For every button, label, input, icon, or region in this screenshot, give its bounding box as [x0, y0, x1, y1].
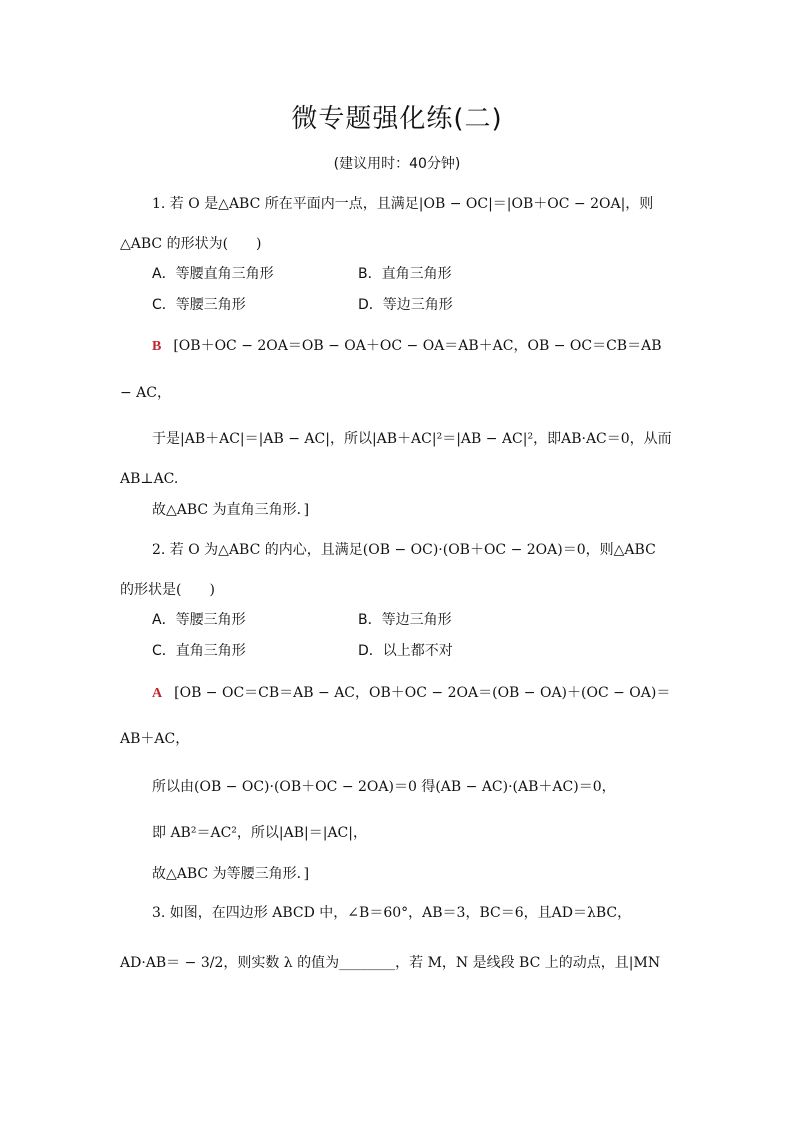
q2-option-c: C．直角三角形 — [152, 643, 246, 659]
q1-solution-line2: − AC， — [120, 385, 172, 401]
page-title: 微专题强化练(二) — [291, 104, 503, 134]
q2-solution-line3: 所以由(OB − OC)·(OB＋OC − 2OA)＝0 得(AB − AC)·(AB＋AC)＝0， — [152, 779, 616, 795]
q1-answer-letter: B — [152, 339, 162, 354]
q2-solution-text1: [OB − OC＝CB＝AB − AC，OB＋OC − 2OA＝(OB − OA)＋(OC − OA)＝ — [174, 685, 671, 701]
q2-solution-line2: AB＋AC， — [120, 731, 190, 747]
q1-stem-line2: △ABC 的形状为( ) — [120, 236, 262, 252]
q1-solution-text1: [OB＋OC − 2OA＝OB − OA＋OC − OA＝AB＋AC，OB − OC＝CB＝AB — [173, 338, 662, 354]
q2-solution-line5: 故△ABC 为等腰三角形．] — [152, 866, 310, 882]
q1-option-b: B．直角三角形 — [358, 266, 452, 282]
q1-solution-line5: 故△ABC 为直角三角形．] — [152, 502, 310, 518]
q1-solution-line4: AB⊥AC. — [120, 471, 179, 487]
suggested-time: (建议用时：40分钟) — [333, 156, 461, 172]
q1-option-d: D．等边三角形 — [358, 297, 453, 313]
q2-option-b: B．等边三角形 — [358, 612, 452, 628]
q1-option-a: A．等腰直角三角形 — [152, 266, 274, 282]
q1-solution-line3: 于是|AB＋AC|＝|AB − AC|，所以|AB＋AC|²＝|AB − AC|²，即AB·AC＝0，从而 — [152, 431, 672, 447]
q2-solution-line1 — [152, 683, 712, 704]
q1-option-c: C．等腰三角形 — [152, 297, 246, 313]
q2-solution-line4: 即 AB²＝AC²，所以|AB|＝|AC|， — [152, 825, 367, 841]
q2-answer-letter: A — [152, 686, 163, 701]
q2-stem-line1: 2. 若 O 为△ABC 的内心，且满足(OB − OC)·(OB＋OC − 2OA)＝0，则△ABC — [152, 542, 656, 558]
q2-option-a: A．等腰三角形 — [152, 612, 246, 628]
q3-stem-line1: 3. 如图，在四边形 ABCD 中，∠B＝60°，AB＝3，BC＝6，且AD＝λBC， — [152, 905, 632, 921]
q2-stem-line2: 的形状是( ) — [120, 582, 215, 598]
q3-stem-line2: AD·AB＝ − 3/2，则实数 λ 的值为________，若 M，N 是线段 BC 上的动点，且|MN — [120, 955, 661, 971]
q1-solution-line1 — [152, 336, 712, 357]
q1-stem-line1: 1. 若 O 是△ABC 所在平面内一点，且满足|OB − OC|＝|OB＋OC − 2OA|，则 — [152, 196, 654, 212]
q2-option-d: D．以上都不对 — [358, 643, 453, 659]
